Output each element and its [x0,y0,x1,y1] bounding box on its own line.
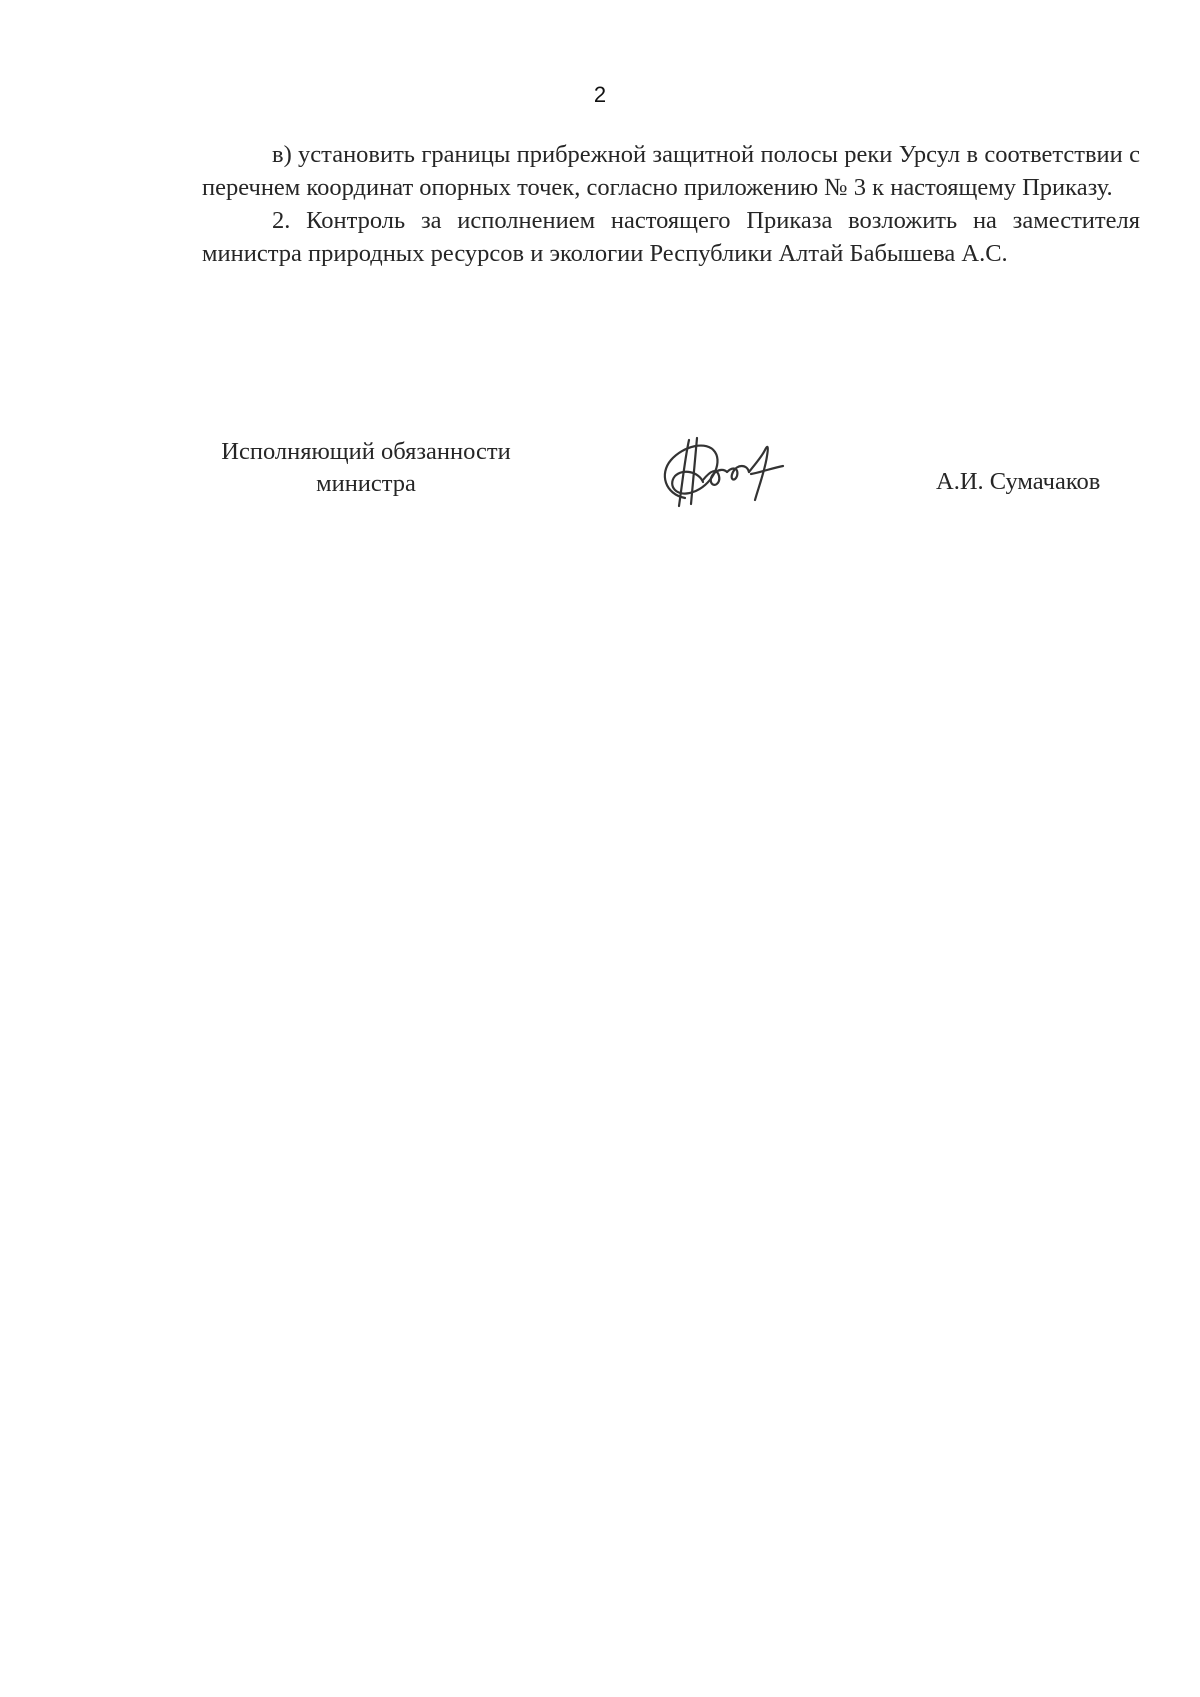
signer-position [196,436,536,500]
signer-position-line1: Исполняющий обязанности [221,438,511,465]
signer-position-line2: министра [316,470,416,497]
signature-block [0,0,1200,520]
paragraph-boundary-coordinates: в) установить границы прибрежной защитной полосы реки Урсул в соответствии с перечнем координат опорных точек, согласно приложению № 3 к настоящему Приказу. [202,141,1140,201]
handwritten-signature-icon [655,428,795,510]
signer-name: А.И. Сумачаков [936,468,1101,495]
paragraph-control-assignment: 2. Контроль за исполнением настоящего Приказа возложить на заместителя министра природных ресурсов и экологии Республики Алтай Бабышева А.С. [202,207,1140,267]
page-number: 2 [593,82,607,107]
